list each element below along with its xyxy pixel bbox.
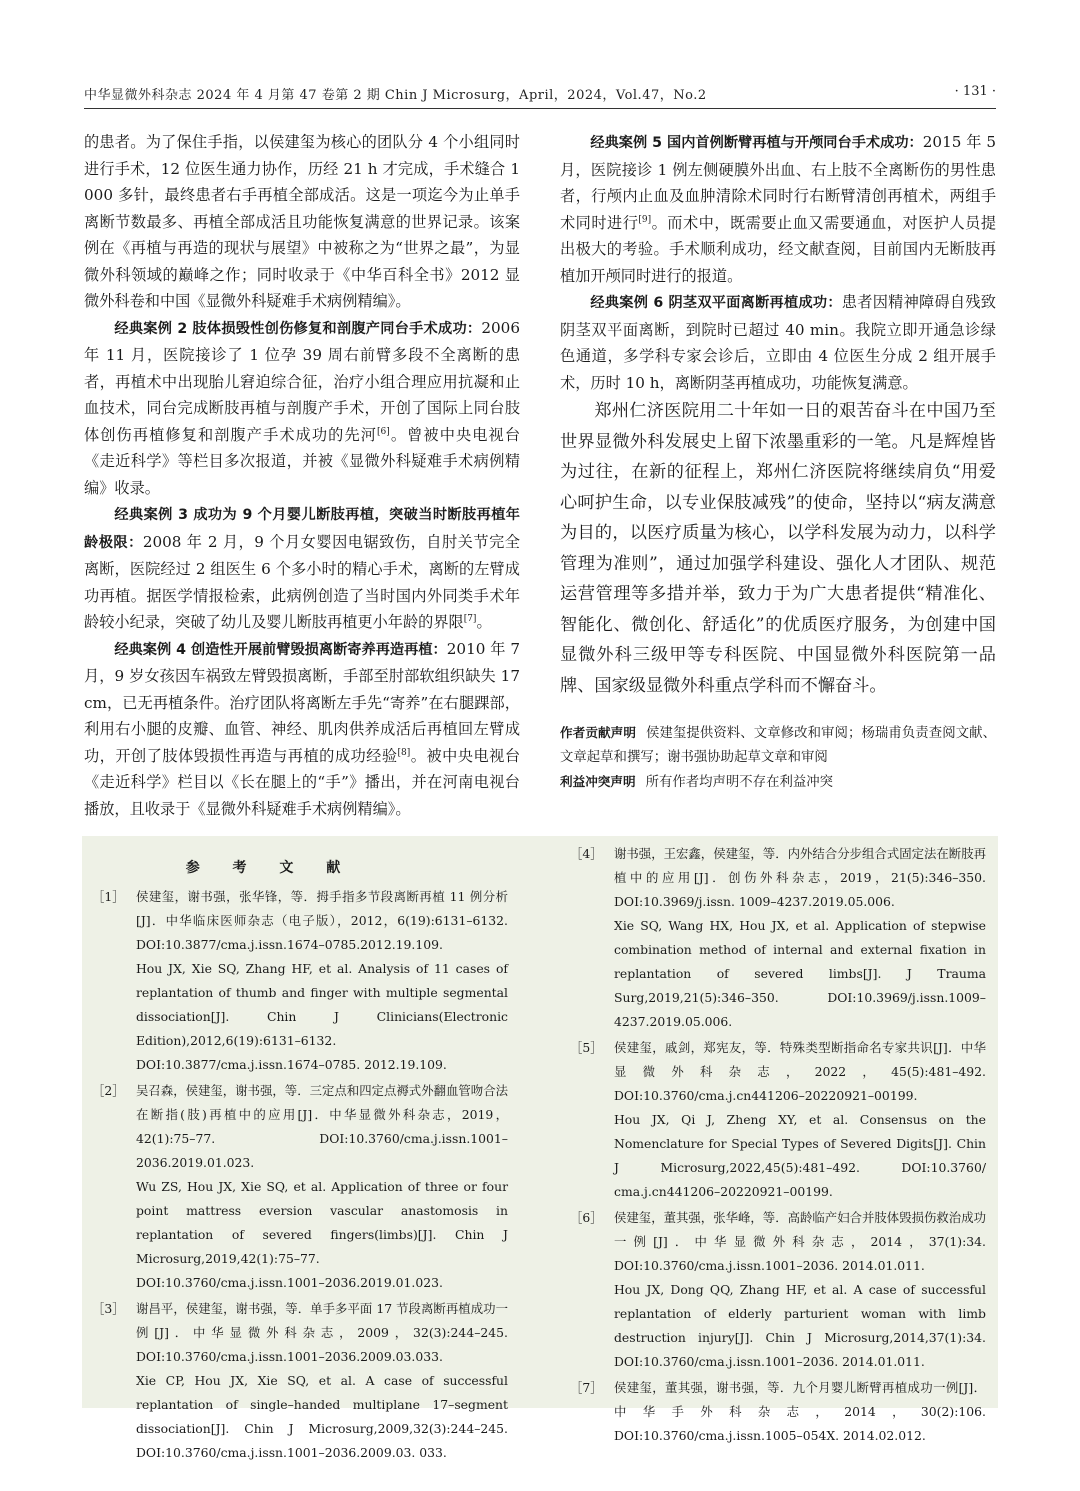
conflict-statement <box>560 770 996 795</box>
case-3-body: 2008 年 2 月，9 个月女婴因电锯致伤，自肘关节完全离断，医院经过 2 组医生 6 个多小时的精心手术，离断的左臂成功再植。据医学情报检索，此病例创造了当时国内外同类手术年龄较小纪录，突破了幼儿及婴儿断肢再植更小年龄的界限 <box>84 532 520 631</box>
case-4-title: 经典案例 4 创造性开展前臂毁损离断寄养再造再植： <box>114 641 447 658</box>
case-5-body: 2015 年 5 月，医院接诊 1 例左侧硬膜外出血、右上肢不全离断伤的男性患者，行颅内止血及血肿清除术同时行右断臂清创再植术，两组手术同时进行 <box>560 133 996 232</box>
reference-cn: 吴召森，侯建玺，谢书强，等．三定点和四定点褥式外翻血管吻合法在断指(肢)再植中的应用[J]．中华显微外科杂志，2019，42(1):75–77. DOI:10.3760/cma.j.issn.1001–2036.2019.01.023. <box>136 1083 508 1170</box>
reference-cn: 侯建玺，戚剑，郑宪友，等．特殊类型断指命名专家共识[J]．中华显微外科杂志，2022，45(5):481–492. DOI:10.3760/cma.j.cn441206–20220921–00199. <box>614 1040 986 1103</box>
reference-number: ［3］ <box>92 1301 125 1316</box>
intro-paragraph: 的患者。为了保住手指，以侯建玺为核心的团队分 4 个小组同时进行手术，12 位医生通力协作，历经 21 h 才完成，手术缝合 1 000 多针，最终患者右手再植全部成活。这是一项迄今为止单手离断节数最多、再植全部成活且功能恢复满意的世界记录。该案例在《再植与再造的现状与展望》中被称之为“世界之最”，为显微外科领域的巅峰之作；同时收录于《中华百科全书》2012 显微外科卷和中国《显微外科疑难手术病例精编》。 <box>84 133 520 310</box>
citation-6[interactable]: [6] <box>377 426 390 437</box>
reference-number: ［6］ <box>570 1210 603 1225</box>
case-5-title: 经典案例 5 国内首例断臂再植与开颅同台手术成功： <box>590 135 923 151</box>
reference-en: Hou JX, Qi J, Zheng XY, et al. Consensus on the Nomenclature for Special Types of Severed Digits[J]. Chin J Microsurg,2022,45(5):481–492. DOI:10.3760/ cma.j.cn441206–20220921–00199. <box>614 1112 986 1199</box>
case-6-paragraph <box>560 289 996 396</box>
case-5-tail: 。而术中，既需要止血又需要通血，对医护人员提出极大的考验。手术顺利成功，经文献查阅，目前国内无断肢再植加开颅同时进行的报道。 <box>560 213 997 285</box>
reference-en: Xie SQ, Wang HX, Hou JX, et al. Application of stepwise combination method of internal and external fixation in replantation of severed limbs[J]. J Trauma Surg,2019,21(5):346–350. DOI:10.3969/j.issn.1009–4237.2019.05.006. <box>614 918 986 1029</box>
case-4-paragraph <box>84 636 520 823</box>
contribution-text: 侯建玺提供资料、文章修改和审阅；杨瑞甫负责查阅文献、文章起草和撰写；谢书强协助起草文章和审阅 <box>560 726 997 765</box>
reference-en: Hou JX, Dong QQ, Zhang HF, et al. A case of successful replantation of elderly parturient woman with limb destruction injury[J]. Chin J Microsurg,2014,37(1):34. DOI:10.3760/cma.j.issn.1001–2036. 2014.01.011. <box>614 1282 986 1369</box>
conflict-label: 利益冲突声明 <box>560 774 636 789</box>
reference-item <box>570 1206 986 1374</box>
reference-item <box>570 842 986 1034</box>
reference-item <box>570 1036 986 1204</box>
left-column <box>84 129 520 822</box>
statements <box>560 721 996 795</box>
page-number: · 131 · <box>954 84 996 99</box>
case-3-paragraph <box>84 501 520 636</box>
reference-en: Xie CP, Hou JX, Xie SQ, et al. A case of successful replantation of single–handed multiplane 17–segment dissociation[J]. Chin J Microsurg,2009,32(3):244–245. DOI:10.3760/cma.j.issn.1001–2036.2009.03. 033. <box>136 1373 508 1460</box>
reference-cn: 侯建玺，董其强，张华峰，等．高龄临产妇合并肢体毁损伤救治成功一例[J]．中华显微外科杂志，2014，37(1):34. DOI:10.3760/cma.j.issn.1001–2036. 2014.01.011. <box>614 1210 986 1273</box>
references-right-column <box>570 842 986 1450</box>
right-column <box>560 129 996 795</box>
case-5-paragraph <box>560 129 996 289</box>
conflict-text: 所有作者均声明不存在利益冲突 <box>645 775 834 790</box>
contribution-label: 作者贡献声明 <box>560 725 637 740</box>
reference-cn: 侯建玺，董其强，谢书强，等．九个月婴儿断臂再植成功一例[J]．中华手外科杂志，2014，30(2):106. DOI:10.3760/cma.j.issn.1005–054X. 2014.02.012. <box>614 1380 986 1443</box>
case-3-tail: 。 <box>476 613 492 631</box>
case-4-tail: 。被中央电视台《走近科学》栏目以《长在腿上的“手”》播出，并在河南电视台播放，且收录于《显微外科疑难手术病例精编》。 <box>84 746 521 818</box>
reference-number: ［7］ <box>570 1380 603 1395</box>
contribution-statement <box>560 721 996 770</box>
case-6-body: 患者因精神障碍自残致阴茎双平面离断，到院时已超过 40 min。我院立即开通急诊绿色通道，多学科专家会诊后，立即由 4 位医生分成 2 组开展手术，历时 10 h，离断阴茎再植成功，功能恢复满意。 <box>560 293 996 392</box>
reference-number: ［1］ <box>92 889 125 904</box>
reference-item <box>92 885 508 1077</box>
reference-number: ［4］ <box>570 846 603 861</box>
reference-number: ［2］ <box>92 1083 125 1098</box>
case-2-tail: 。曾被中央电视台《走近科学》等栏目多次报道，并被《显微外科疑难手术病例精编》收录。 <box>84 425 521 497</box>
references-title: 参 考 文 献 <box>185 860 355 876</box>
reference-item <box>570 1376 986 1448</box>
case-6-title: 经典案例 6 阴茎双平面离断再植成功： <box>590 295 842 311</box>
citation-7[interactable]: [7] <box>463 613 477 624</box>
reference-en: Wu ZS, Hou JX, Xie SQ, et al. Application of three or four point mattress eversion vascular anastomosis in replantation of severed fingers(limbs)[J]. Chin J Microsurg,2019,42(1):75–77. DOI:10.3760/cma.j.issn.1001–2036.2019.01.023. <box>136 1179 508 1290</box>
reference-cn: 侯建玺，谢书强，张华锋，等．拇手指多节段离断再植 11 例分析[J]．中华临床医师杂志（电子版），2012，6(19):6131–6132. DOI:10.3877/cma.j.issn.1674–0785.2012.19.109. <box>136 889 508 952</box>
case-2-paragraph <box>84 315 520 502</box>
reference-item <box>92 1079 508 1295</box>
conclusion-paragraph: 郑州仁济医院用二十年如一日的艰苦奋斗在中国乃至世界显微外科发展史上留下浓墨重彩的一笔。凡是辉煌皆为过往，在新的征程上，郑州仁济医院将继续肩负“用爱心呵护生命，以专业保肢减残”的使命，坚持以“病友满意为目的，以医疗质量为核心，以学科发展为动力，以科学管理为准则”，通过加强学科建设、强化人才团队、规范运营管理等多措并举，致力于为广大患者提供“精准化、智能化、微创化、舒适化”的优质医疗服务，为创建中国显微外科三级甲等专科医院、中国显微外科医院第一品牌、国家级显微外科重点学科而不懈奋斗。 <box>560 401 996 696</box>
reference-item <box>92 1297 508 1465</box>
case-2-title: 经典案例 2 肢体损毁性创伤修复和剖腹产同台手术成功： <box>114 320 482 337</box>
reference-cn: 谢书强，王宏鑫，侯建玺，等．内外结合分步组合式固定法在断肢再植中的应用[J]．创伤外科杂志，2019，21(5):346–350. DOI:10.3969/j.issn. 1009–4237.2019.05.006. <box>614 846 986 909</box>
reference-cn: 谢昌平，侯建玺，谢书强，等．单手多平面 17 节段离断再植成功一例[J]．中华显微外科杂志，2009，32(3):244–245. DOI:10.3760/cma.j.issn.1001–2036.2009.03.033. <box>136 1301 508 1364</box>
case-2-body: 2006 年 11 月，医院接诊了 1 位孕 39 周右前臂多段不全离断的患者，再植术中出现胎儿窘迫综合征，治疗小组合理应用抗凝和止血技术，同台完成断肢再植与剖腹产手术，开创了国际上同台肢体创伤再植修复和剖腹产手术成功的先河 <box>84 318 520 444</box>
citation-9[interactable]: [9] <box>638 214 652 225</box>
citation-8[interactable]: [8] <box>397 747 411 758</box>
references-left-column <box>92 885 508 1467</box>
running-header <box>84 84 996 106</box>
reference-en: Hou JX, Xie SQ, Zhang HF, et al. Analysis of 11 cases of replantation of thumb and finger with multiple segmental dissociation[J]. Chin J Clinicians(Electronic Edition),2012,6(19):6131–6132. DOI:10.3877/cma.j.issn.1674–0785. 2012.19.109. <box>136 961 508 1072</box>
case-3-title: 经典案例 3 成功为 9 个月婴儿断肢再植，突破当时断肢再植年龄极限： <box>84 507 520 551</box>
case-4-body: 2010 年 7 月，9 岁女孩因车祸致左臂毁损离断，手部至肘部软组织缺失 17 cm，已无再植条件。治疗团队将离断左手先“寄养”在右腿踝部，利用右小腿的皮瓣、血管、神经、肌肉供养成活后再植回左臂成功，开创了肢体毁损性再造与再植的成功经验 <box>84 639 520 765</box>
journal-citation: 中华显微外科杂志 2024 年 4 月第 47 卷第 2 期 Chin J Microsurg，April，2024，Vol.47，No.2 <box>84 88 707 103</box>
header-rule <box>84 108 996 109</box>
reference-number: ［5］ <box>570 1040 603 1055</box>
